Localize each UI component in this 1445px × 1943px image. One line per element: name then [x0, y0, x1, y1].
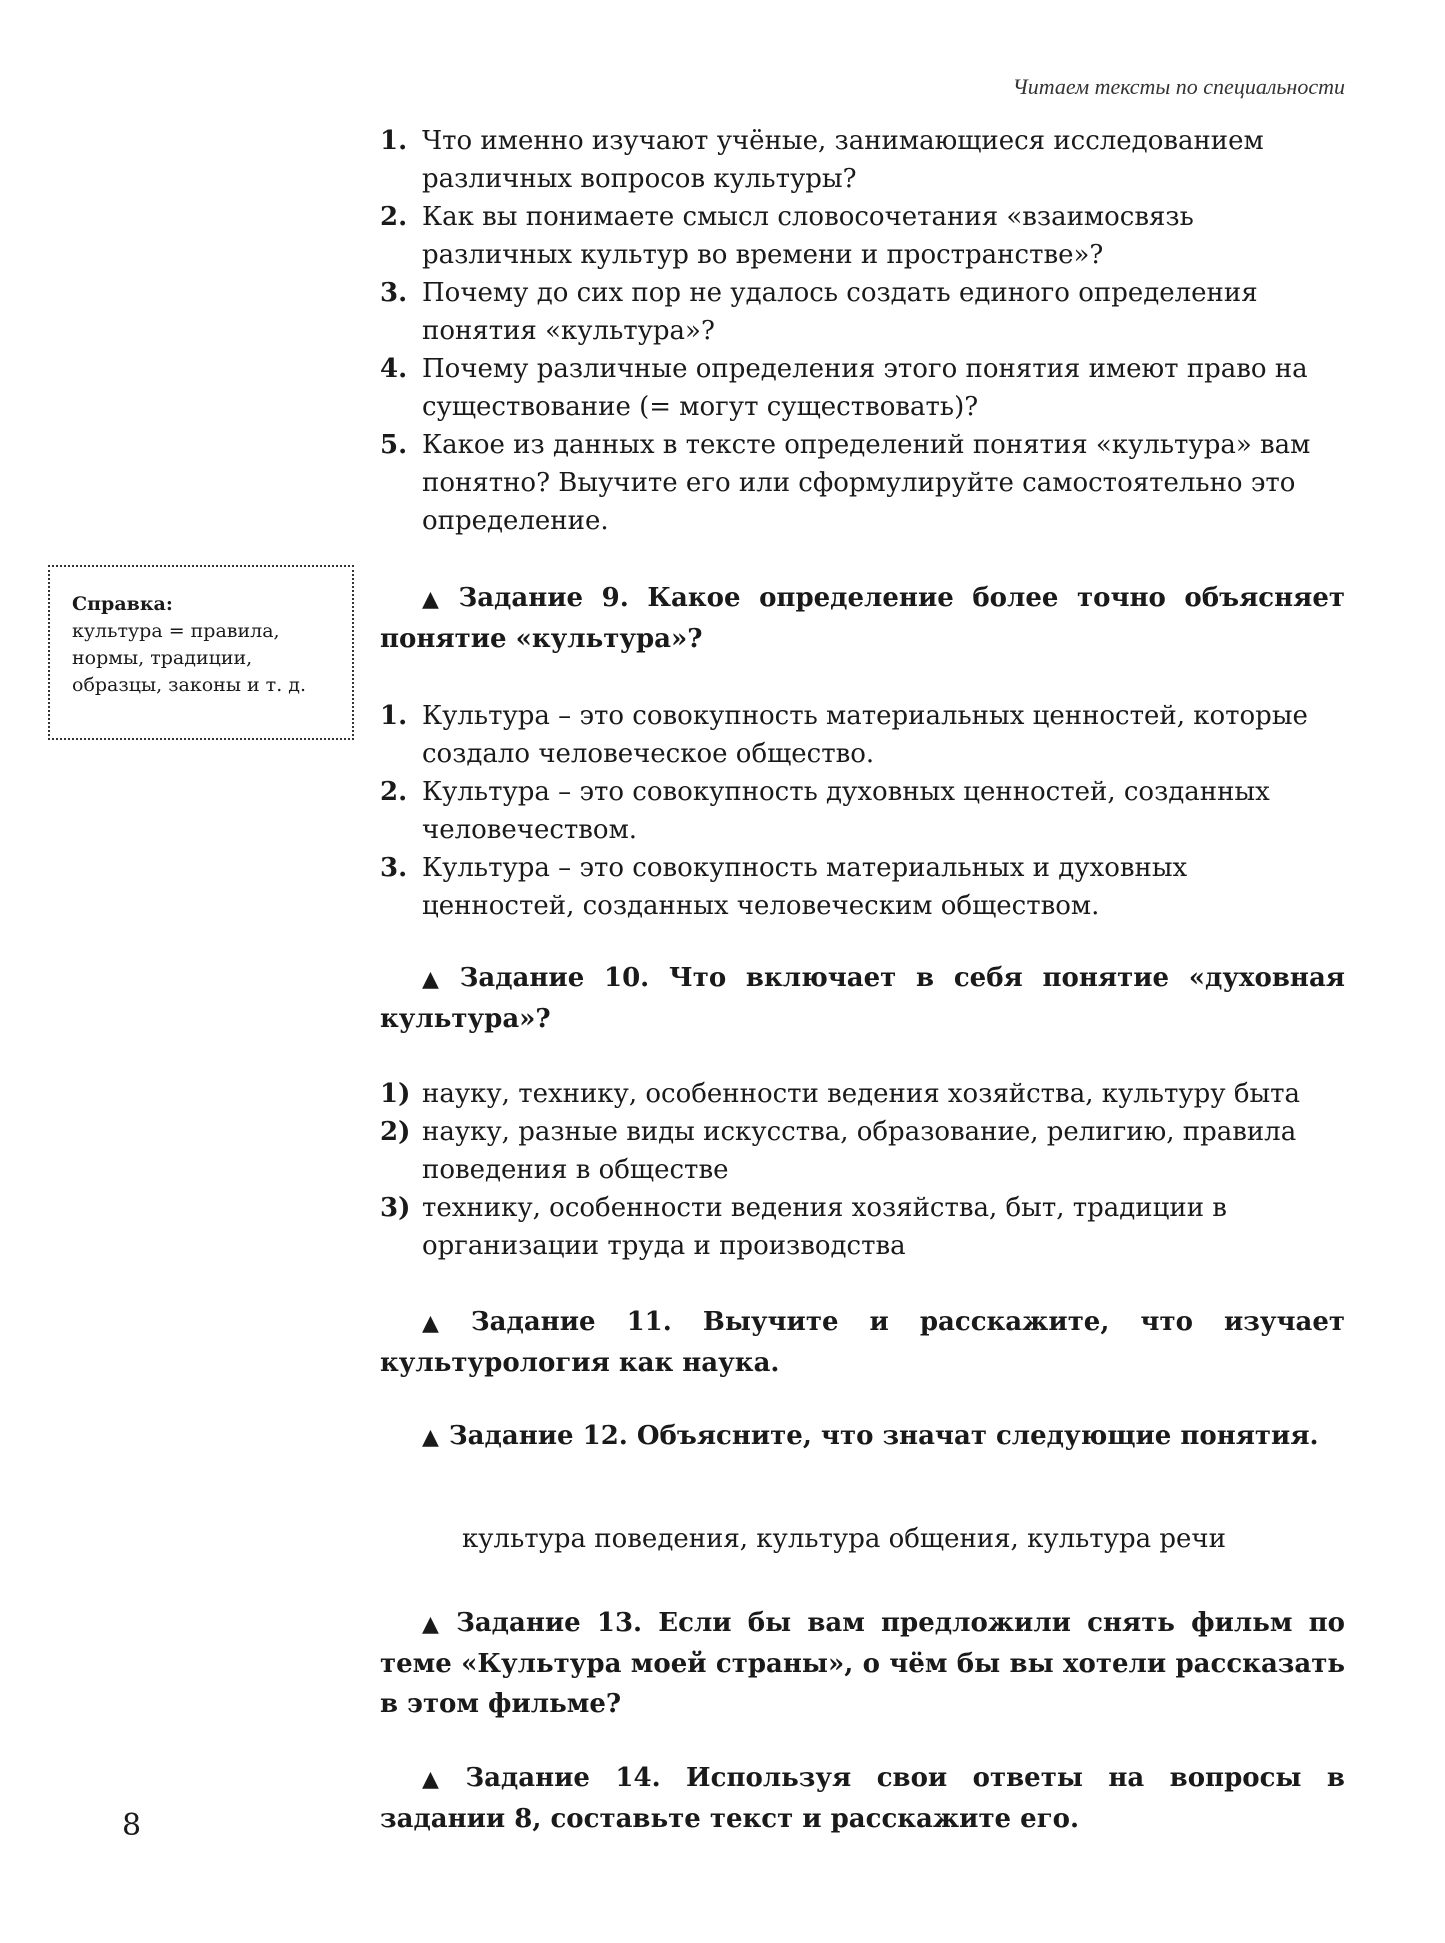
triangle-icon: ▲	[422, 586, 449, 612]
triangle-icon: ▲	[422, 1310, 461, 1336]
triangle-icon: ▲	[422, 1424, 439, 1450]
task-10-heading: ▲ Задание 10. Что включает в себя понятие «духовная культура»?	[380, 963, 1345, 1034]
questions-list	[380, 122, 1345, 540]
list-item: 1. Культура – это совокупность материальных ценностей, которые создало человеческое общество.	[380, 701, 1308, 769]
reference-title: Справка:	[72, 593, 173, 615]
questions-block	[380, 122, 1345, 540]
list-item: 1) науку, технику, особенности ведения хозяйства, культуру быта	[380, 1079, 1301, 1109]
triangle-icon: ▲	[422, 1611, 447, 1637]
list-item: 2. Культура – это совокупность духовных ценностей, созданных человечеством.	[380, 777, 1270, 845]
task-14-heading: ▲ Задание 14. Используя свои ответы на вопросы в задании 8, составьте текст и расскажите его.	[380, 1763, 1346, 1834]
list-item: 4. Почему различные определения этого понятия имеют право на существование (= могут существовать)?	[380, 354, 1308, 422]
page-number: 8	[122, 1808, 142, 1843]
list-item: 5. Какое из данных в тексте определений понятия «культура» вам понятно? Выучите его или сформулируйте самостоятельно это определение.	[380, 430, 1311, 536]
task-9-heading: ▲ Задание 9. Какое определение более точно объясняет понятие «культура»?	[380, 583, 1345, 654]
task-10-options	[380, 1075, 1345, 1265]
task-12-concepts: культура поведения, культура общения, культура речи	[462, 1524, 1226, 1554]
triangle-icon: ▲	[422, 966, 450, 992]
list-item: 2) науку, разные виды искусства, образование, религию, правила поведения в обществе	[380, 1117, 1297, 1185]
list-item: 3. Культура – это совокупность материальных и духовных ценностей, созданных человеческим обществом.	[380, 853, 1188, 921]
task-9-options	[380, 697, 1345, 925]
triangle-icon: ▲	[422, 1766, 456, 1792]
task-11-heading: ▲ Задание 11. Выучите и расскажите, что изучает культурология как наука.	[380, 1307, 1345, 1378]
list-item: 1. Что именно изучают учёные, занимающиеся исследованием различных вопросов культуры?	[380, 126, 1264, 194]
list-item: 2. Как вы понимаете смысл словосочетания «взаимосвязь различных культур во времени и пространстве»?	[380, 202, 1194, 270]
task-13-heading: ▲ Задание 13. Если бы вам предложили снять фильм по теме «Культура моей страны», о чём бы вы хотели рассказать в этом фильме?	[380, 1608, 1345, 1719]
reference-note	[48, 565, 354, 740]
list-item: 3) технику, особенности ведения хозяйства, быт, традиции в организации труда и производства	[380, 1193, 1227, 1261]
running-header: Читаем тексты по специальности	[1012, 74, 1345, 99]
task-12-heading: ▲ Задание 12. Объясните, что значат следующие понятия.	[422, 1421, 1319, 1451]
list-item: 3. Почему до сих пор не удалось создать единого определения понятия «культура»?	[380, 278, 1258, 346]
reference-text: культура = правила, нормы, традиции, образцы, законы и т. д.	[72, 620, 307, 696]
